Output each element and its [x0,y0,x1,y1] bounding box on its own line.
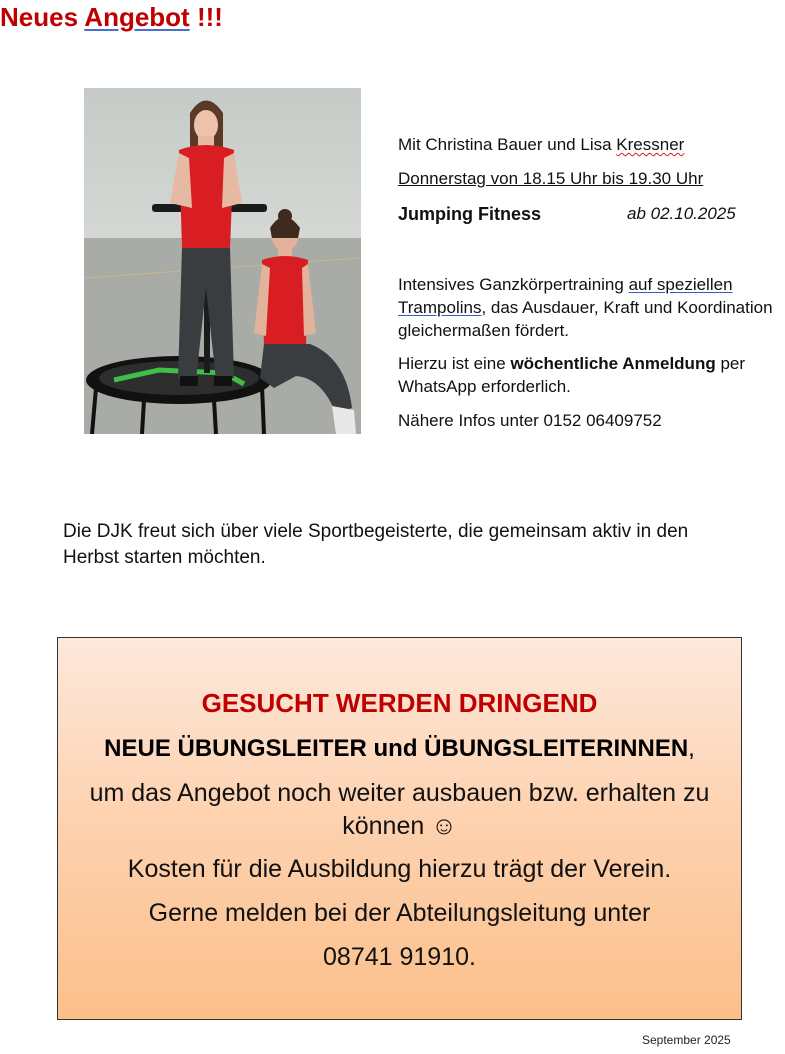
offer-title [0,0,785,34]
recruitment-box [57,637,742,1020]
subheading-punct: , [688,735,695,762]
description-part1: Intensives Ganzkörpertraining [398,275,629,294]
signup-part2: per WhatsApp erforderlich. [398,354,746,396]
offer-title-prefix: Neues [0,2,85,32]
recruitment-paragraph-1: um das Angebot noch weiter ausbauen bzw. erhalten zu können ☺ [89,779,710,840]
signup-part1: Hierzu ist eine [398,354,511,373]
trainers-prefix: Mit Christina Bauer und Lisa [398,135,617,154]
trainer-name-kressner: Kressner [616,135,685,154]
footer-date: September 2025 [642,1033,731,1047]
recruitment-phone: 08741 91910. [323,943,476,971]
offer-title-suffix: !!! [189,2,223,32]
intro-paragraph: Die DJK freut sich über viele Sportbegeisterte, die gemeinsam aktiv in den Herbst starten möchten. [63,521,689,568]
subheading-text: NEUE ÜBUNGSLEITER und ÜBUNGSLEITERINNEN [104,735,689,762]
start-date: ab 02.10.2025 [627,204,736,223]
trainers-line [398,134,684,156]
description-underlined: auf speziellen Trampolins [398,275,733,317]
recruitment-subheading [58,735,741,763]
signup-note [398,352,778,398]
recruitment-heading: GESUCHT WERDEN DRINGEND [201,688,598,718]
info-phone: Nähere Infos unter 0152 06409752 [398,411,662,430]
schedule-line: Donnerstag von 18.15 Uhr bis 19.30 Uhr [398,169,704,188]
description-part2: , das Ausdauer, Kraft und Koordination gleichermaßen fördert. [398,298,773,340]
course-name: Jumping Fitness [398,204,542,224]
offer-title-underlined: Angebot [84,2,190,32]
course-description [398,273,778,342]
trainer-photo [84,88,361,434]
recruitment-paragraph-2: Kosten für die Ausbildung hierzu trägt der Verein. [127,855,672,883]
recruitment-paragraph-3: Gerne melden bei der Abteilungsleitung unter [148,899,651,927]
signup-bold: wöchentliche Anmeldung [510,354,716,373]
